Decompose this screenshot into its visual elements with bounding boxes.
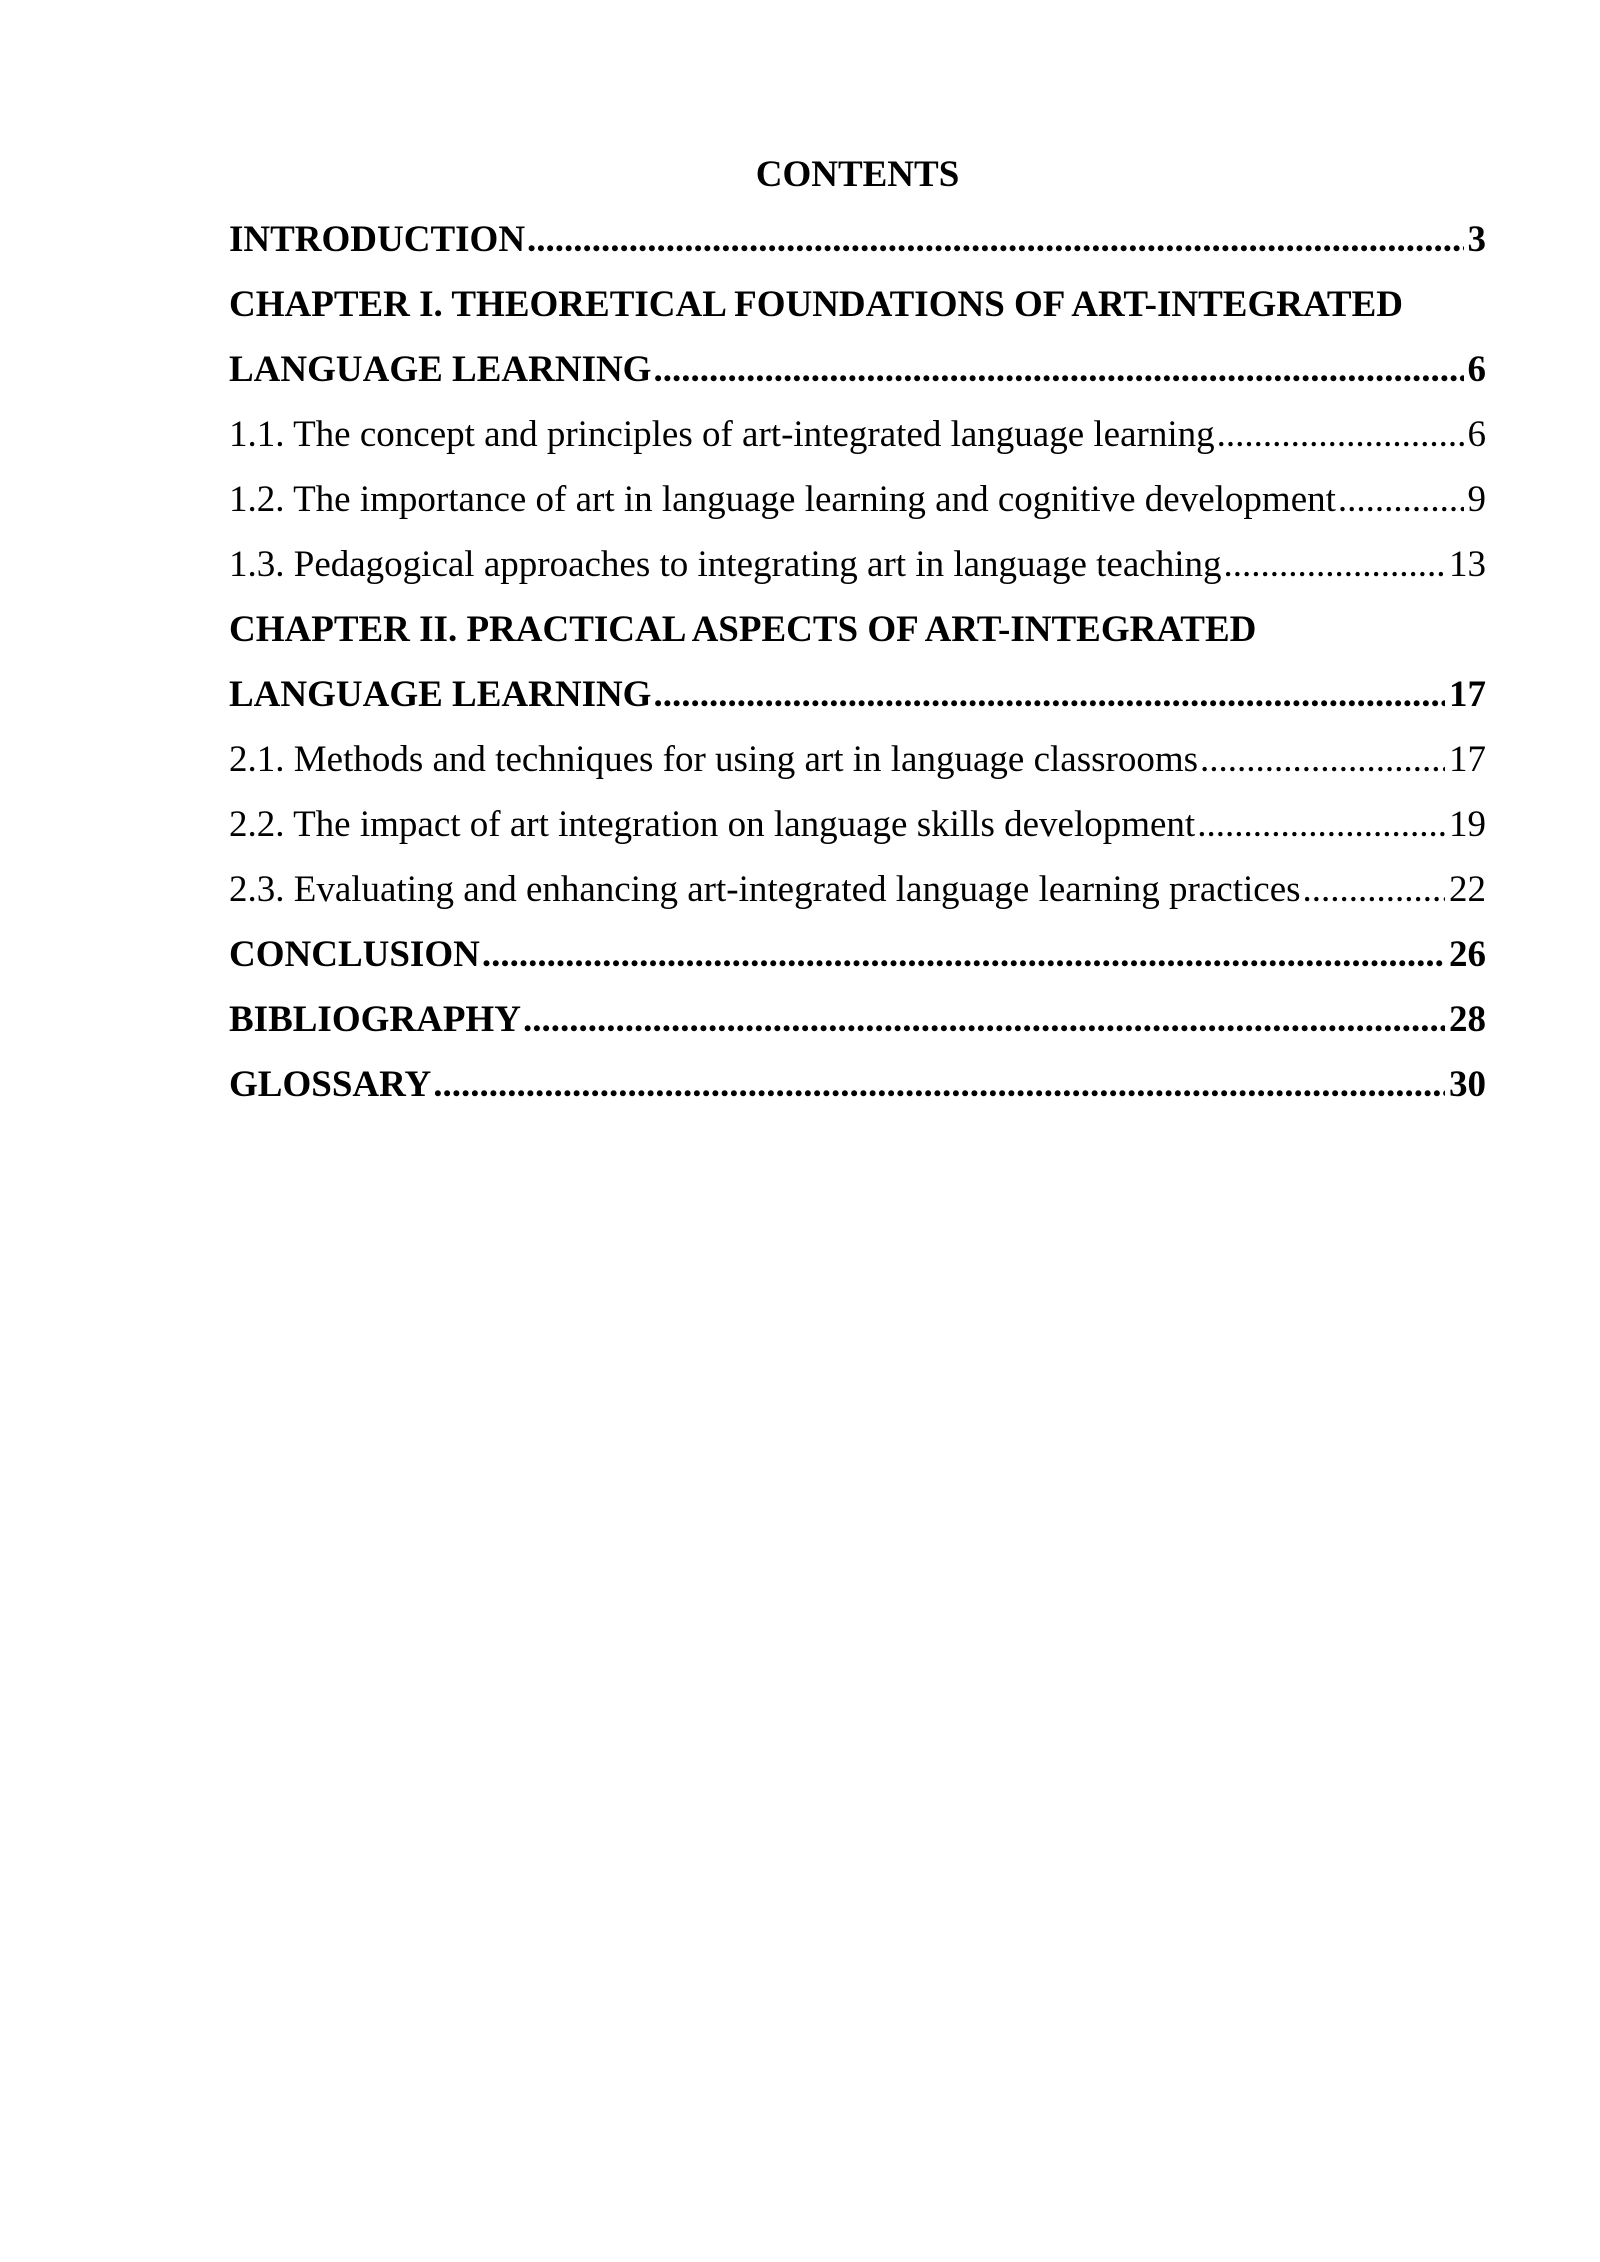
toc-page-number: 6	[1467, 414, 1486, 455]
table-of-contents	[229, 142, 1486, 1117]
toc-entry-line	[229, 792, 1486, 857]
toc-page-number: 3	[1467, 219, 1486, 260]
toc-entry-line	[229, 402, 1486, 467]
toc-entry	[229, 272, 1486, 402]
toc-entry-text: BIBLIOGRAPHY	[229, 999, 521, 1040]
dot-leader	[527, 207, 1463, 272]
toc-entry-line	[229, 532, 1486, 597]
dot-leader	[653, 662, 1445, 727]
dot-leader	[1200, 727, 1445, 792]
toc-page-number: 13	[1449, 544, 1486, 585]
toc-page-number: 28	[1449, 999, 1486, 1040]
toc-entry-line	[229, 662, 1486, 727]
toc-entry-text: 1.2. The importance of art in language learning and cognitive development	[229, 479, 1336, 520]
toc-page-number: 9	[1467, 479, 1486, 520]
dot-leader	[433, 1052, 1445, 1117]
toc-entry-text: GLOSSARY	[229, 1064, 432, 1105]
toc-entry-line	[229, 1052, 1486, 1117]
dot-leader	[1197, 792, 1445, 857]
toc-entry-text: 1.1. The concept and principles of art-integrated language learning	[229, 414, 1215, 455]
toc-entry	[229, 597, 1486, 727]
dot-leader	[1338, 467, 1464, 532]
toc-entry-text: 2.2. The impact of art integration on language skills development	[229, 804, 1196, 845]
dot-leader	[653, 337, 1463, 402]
toc-entry	[229, 987, 1486, 1052]
dot-leader	[1303, 857, 1445, 922]
toc-entry	[229, 532, 1486, 597]
toc-entry-text: 1.3. Pedagogical approaches to integrating art in language teaching	[229, 544, 1222, 585]
toc-page-number: 22	[1449, 869, 1486, 910]
toc-page-number: 30	[1449, 1064, 1486, 1105]
toc-entry	[229, 467, 1486, 532]
toc-entry-line	[229, 922, 1486, 987]
dot-leader	[1223, 532, 1445, 597]
toc-entry-line	[229, 337, 1486, 402]
toc-entry	[229, 1052, 1486, 1117]
toc-entry-text: CHAPTER I. THEORETICAL FOUNDATIONS OF ART-INTEGRATED	[229, 284, 1404, 325]
toc-entry	[229, 792, 1486, 857]
toc-entry-line	[229, 207, 1486, 272]
toc-page-number: 6	[1467, 349, 1486, 390]
dot-leader	[482, 922, 1445, 987]
toc-entry-text: CHAPTER II. PRACTICAL ASPECTS OF ART-INTEGRATED	[229, 609, 1257, 650]
toc-page-number: 17	[1449, 674, 1486, 715]
dot-leader	[523, 987, 1445, 1052]
contents-title: CONTENTS	[755, 154, 960, 195]
toc-entry	[229, 402, 1486, 467]
toc-entry-text: 2.1. Methods and techniques for using art in language classrooms	[229, 739, 1198, 780]
toc-entry-text: INTRODUCTION	[229, 219, 526, 260]
toc-entry	[229, 727, 1486, 792]
toc-entry	[229, 857, 1486, 922]
toc-entry-line	[229, 987, 1486, 1052]
toc-entry-text: 2.3. Evaluating and enhancing art-integrated language learning practices	[229, 869, 1301, 910]
toc-entry	[229, 922, 1486, 987]
toc-entry-line	[229, 727, 1486, 792]
toc-entry-text: LANGUAGE LEARNING	[229, 674, 652, 715]
toc-entry-line	[229, 467, 1486, 532]
toc-entry	[229, 207, 1486, 272]
toc-entry-line	[229, 857, 1486, 922]
dot-leader	[1217, 402, 1464, 467]
toc-page-number: 26	[1449, 934, 1486, 975]
toc-entry-text: LANGUAGE LEARNING	[229, 349, 652, 390]
toc-page-number: 19	[1449, 804, 1486, 845]
toc-list	[229, 207, 1486, 1117]
toc-entry-text: CONCLUSION	[229, 934, 480, 975]
toc-page-number: 17	[1449, 739, 1486, 780]
